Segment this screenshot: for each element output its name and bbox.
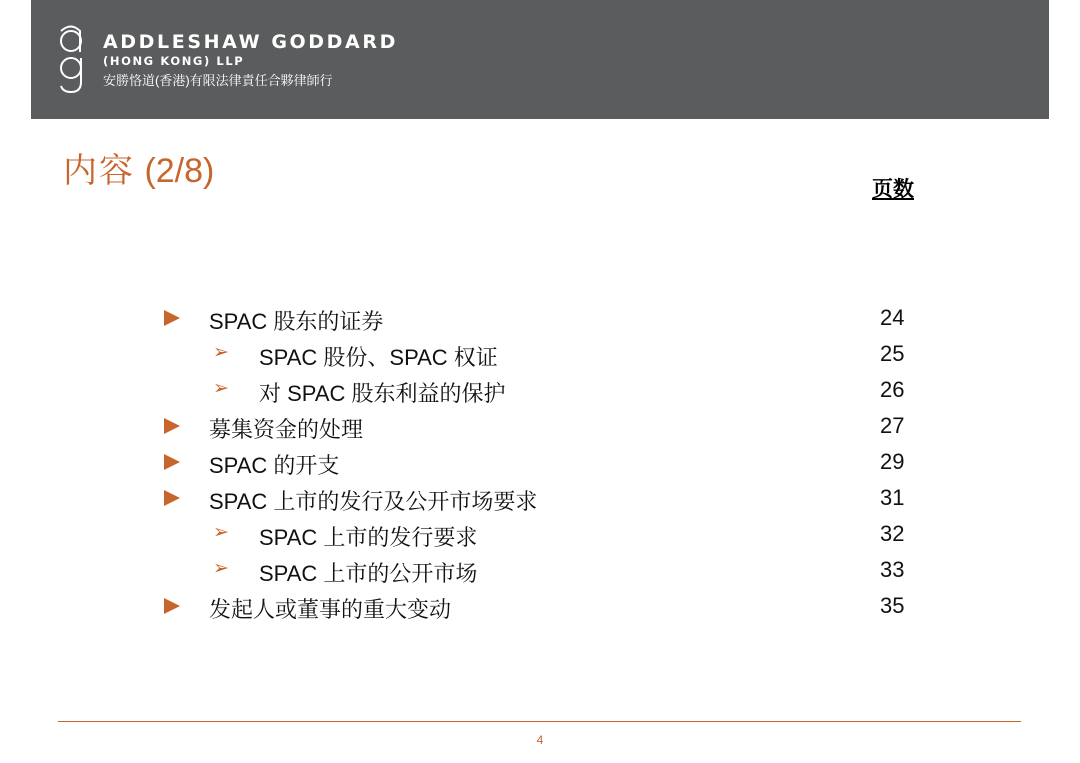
toc-item [0,518,1080,554]
toc-item [0,554,1080,590]
toc-item [0,446,1080,482]
right-triangle-icon [164,418,180,434]
page-title [63,143,214,192]
header-banner [31,0,1049,119]
toc-item-label: 对 SPAC 股东利益的保护 [259,381,506,406]
firm-subtitle: (HONG KONG) LLP [103,54,245,68]
page-number: 4 [536,733,544,747]
toc-item-label: SPAC 股东的证券 [209,309,384,334]
toc-item [0,374,1080,410]
toc-item-label: SPAC 上市的发行要求 [259,525,478,550]
toc-item [0,302,1080,338]
toc-item-page: 27 [880,413,905,438]
page-title-cn: 内容 [63,151,135,191]
toc-item [0,482,1080,518]
toc-item-page: 24 [880,305,905,330]
arrowhead-icon: ➢ [213,378,229,399]
toc-item [0,410,1080,446]
toc-item-label: 发起人或董事的重大变动 [209,597,452,622]
toc-item-label: 募集资金的处理 [209,417,364,442]
toc-item-page: 29 [880,449,905,474]
ag-logo-icon [59,24,85,94]
footer-divider [58,721,1021,722]
toc-item-label: SPAC 上市的发行及公开市场要求 [209,489,538,514]
toc-item-page: 35 [880,593,905,618]
toc-item [0,338,1080,374]
page-title-suffix: (2/8) [144,152,215,190]
toc-item-page: 26 [880,377,905,402]
toc-item [0,590,1080,626]
toc-item-label: SPAC 上市的公开市场 [259,561,478,586]
firm-name: ADDLESHAW GODDARD [103,31,398,53]
toc-item-page: 33 [880,557,905,582]
arrowhead-icon: ➢ [213,522,229,543]
page-column-label: 页数 [872,176,914,201]
toc-item-page: 25 [880,341,905,366]
right-triangle-icon [164,310,180,326]
right-triangle-icon [164,454,180,470]
toc-item-label: SPAC 的开支 [209,453,340,478]
right-triangle-icon [164,490,180,506]
right-triangle-icon [164,598,180,614]
toc-item-page: 31 [880,485,905,510]
toc-item-label: SPAC 股份、SPAC 权证 [259,345,498,370]
toc-item-page: 32 [880,521,905,546]
arrowhead-icon: ➢ [213,342,229,363]
firm-chinese-name: 安勝恪道(香港)有限法律責任合夥律師行 [103,73,333,88]
arrowhead-icon: ➢ [213,558,229,579]
